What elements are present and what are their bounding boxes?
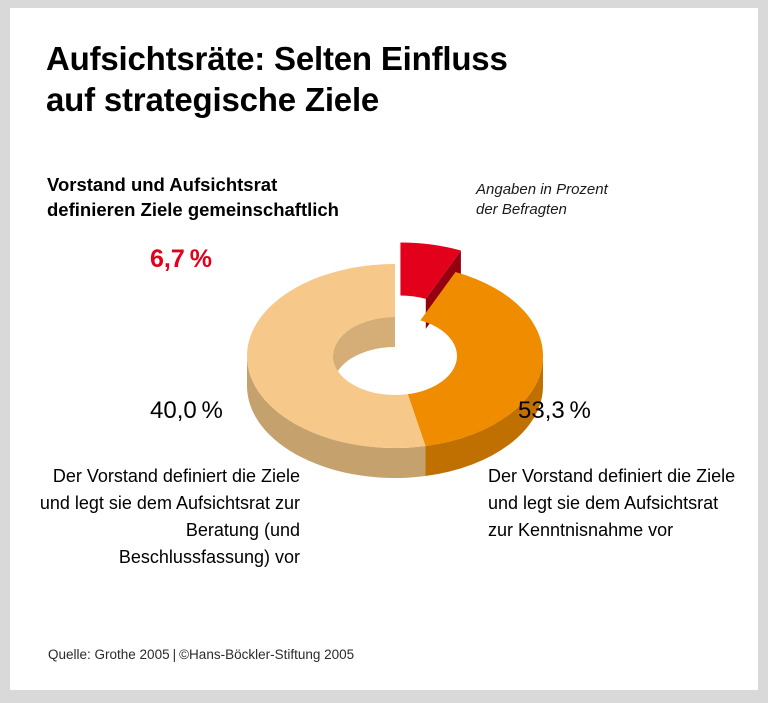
units-line-1: Angaben in Prozent [476, 181, 608, 198]
chart-subtitle [47, 173, 467, 223]
caption-right: Der Vorstand definiert die Ziele und legt sie dem Aufsichtsrat zur Kenntnisnahme vor [488, 466, 736, 540]
units-line-2: der Befragten [476, 201, 567, 219]
donut-svg [210, 238, 580, 488]
title-line-2: auf strategische Ziele [46, 81, 380, 119]
donut-chart [210, 238, 580, 488]
value-label-red: 6,7 % [150, 245, 212, 273]
page-title [46, 38, 706, 121]
subtitle-line-2: definieren Ziele gemeinschaftlich [47, 198, 339, 220]
infographic-card [10, 8, 758, 690]
donut-graphic [210, 238, 580, 488]
title-line-1: Aufsichtsräte: Selten Einfluss [46, 40, 508, 77]
units-note [476, 180, 726, 221]
value-label-right: 53,3 % [518, 397, 591, 424]
source-line [48, 647, 354, 662]
value-label-left: 40,0 % [150, 397, 223, 424]
source-copyright: ©Hans-Böckler-Stiftung 2005 [179, 647, 355, 662]
source-text: Quelle: Grothe 2005 [48, 647, 170, 662]
caption-left: Der Vorstand definiert die Ziele und legt sie dem Aufsichtsrat zur Beratung (und Beschlussfassung) vor [39, 466, 300, 567]
subtitle-line-1: Vorstand und Aufsichtsrat [47, 174, 278, 195]
source-separator: | [172, 647, 177, 662]
